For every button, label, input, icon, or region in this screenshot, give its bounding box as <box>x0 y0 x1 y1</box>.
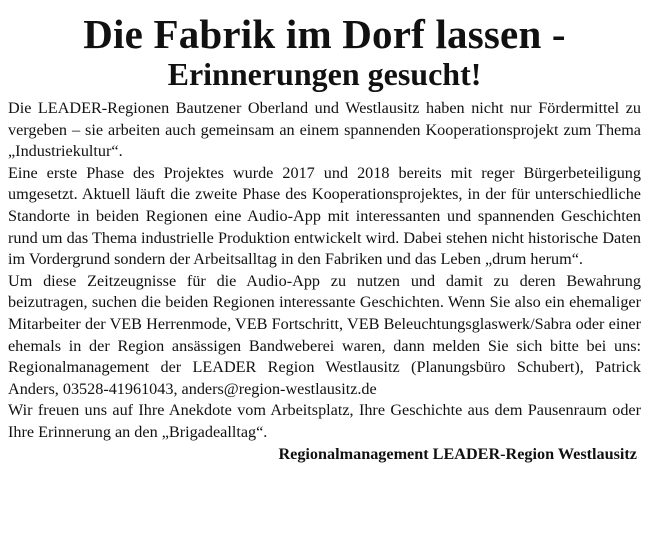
article-signature: Regionalmanagement LEADER-Region Westlausitz <box>278 444 637 463</box>
article-subtitle: Erinnerungen gesucht! <box>167 56 482 92</box>
article-title: Die Fabrik im Dorf lassen - <box>83 11 566 57</box>
paragraph-project-phases: Eine erste Phase des Projektes wurde 2017 und 2018 bereits mit reger Bürgerbeteiligung umgesetzt. Aktuell läuft die zweite Phase des Kooperationsprojektes, in der für unterschiedliche Standorte in beiden Regionen eine Audio-App mit interessanten und spannenden Geschichten rund um das Thema industrielle Produktion entwickelt wird. Dabei stehen nicht historische Daten im Vordergrund sondern der Arbeitsalltag in den Fabriken und das Leben „drum herum“. <box>8 163 641 269</box>
paragraph-intro: Die LEADER-Regionen Bautzener Oberland und Westlausitz haben nicht nur Fördermittel zu vergeben – sie arbeiten auch gemeinsam an einem spannenden Kooperationsprojekt zum Thema „Industriekultur“. <box>8 99 641 161</box>
paragraph-call-for-stories: Um diese Zeitzeugnisse für die Audio-App zu nutzen und damit zu deren Bewahrung beizutragen, suchen die beiden Regionen interessante Geschichten. Wenn Sie also ein ehemaliger Mitarbeiter der VEB Herrenmode, VEB Fortschritt, VEB Beleuchtungsglaswerk/Sabra oder einer ehemals in der Region ansässigen Bandweberei waren, dann melden Sie sich bitte bei uns: Regionalmanagement der LEADER Region Westlausitz (Planungsbüro Schubert), Patrick Anders, 03528-41961043, anders@region-westlausitz.de <box>8 271 641 398</box>
article-body <box>8 98 641 444</box>
paragraph-closing: Wir freuen uns auf Ihre Anekdote vom Arbeitsplatz, Ihre Geschichte aus dem Pausenraum oder Ihre Erinnerung an den „Brigadealltag“. <box>8 401 641 441</box>
